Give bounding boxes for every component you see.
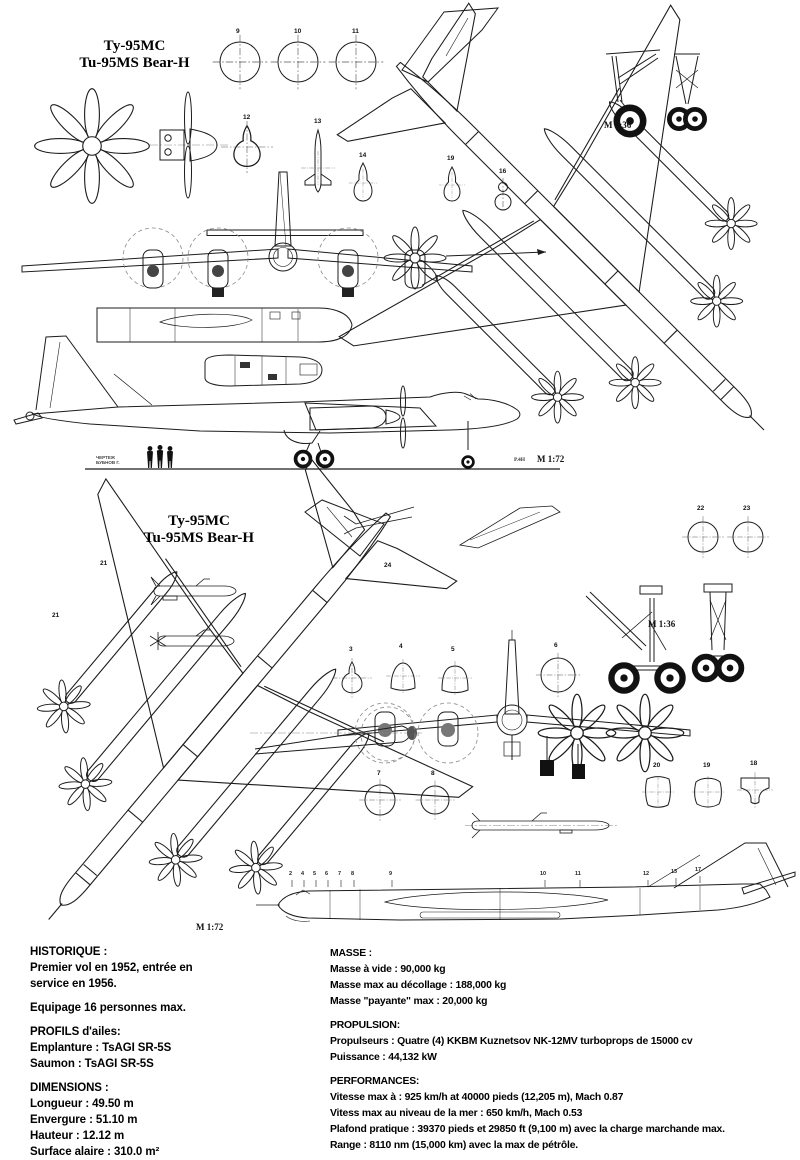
cross-sections-bottom-low bbox=[642, 772, 773, 808]
section-marker: 9 bbox=[236, 28, 240, 35]
scale-label-plan-bottom: M 1:72 bbox=[196, 922, 224, 932]
front-view-bottom bbox=[338, 630, 690, 779]
spec-line: Premier vol en 1952, entrée en bbox=[30, 962, 193, 974]
spec-line: Propulseurs : Quatre (4) KKBM Kuznetsov NK-12MV turboprops de 15000 cv bbox=[330, 1036, 693, 1047]
spec-line: Masse à vide : 90,000 kg bbox=[330, 964, 446, 975]
title-bottom bbox=[120, 513, 278, 547]
spec-line: Masse "payante" max : 20,000 kg bbox=[330, 996, 488, 1007]
cross-sections-bottom-upper bbox=[682, 516, 769, 558]
title-top bbox=[62, 38, 207, 72]
spacer bbox=[30, 1072, 320, 1080]
specs-right-column bbox=[330, 946, 795, 1154]
station-tick: 7 bbox=[338, 871, 342, 877]
station-tick: 13 bbox=[671, 869, 678, 875]
main-gear-detail bbox=[586, 584, 741, 691]
spec-line: Plafond pratique : 39370 pieds et 29850 ft (9,100 m) avec la charge marchande max. bbox=[330, 1124, 725, 1135]
scale-label-main-gear: M 1:36 bbox=[648, 619, 676, 629]
spacer bbox=[30, 992, 320, 1000]
specs-left-column bbox=[30, 944, 320, 1160]
station-tick: 17 bbox=[695, 867, 702, 873]
station-tick: 5 bbox=[313, 871, 317, 877]
spec-line: Vitesse max à : 925 km/h at 40000 pieds (12,205 m), Mach 0.87 bbox=[330, 1092, 624, 1103]
front-view-top bbox=[22, 172, 546, 297]
section-marker: 3 bbox=[349, 646, 353, 653]
section-marker: 14 bbox=[359, 152, 367, 159]
spec-line: Envergure : 51.10 m bbox=[30, 1114, 138, 1126]
historique-heading: HISTORIQUE : bbox=[30, 946, 108, 958]
section-marker: 19 bbox=[703, 762, 711, 769]
section-marker: 21 bbox=[100, 560, 108, 567]
fuselage-detail-strip bbox=[97, 308, 352, 342]
section-marker: 23 bbox=[743, 505, 751, 512]
section-marker: 8 bbox=[431, 770, 435, 777]
credit-line1: ЧЕРТЕЖ bbox=[96, 455, 115, 460]
section-marker: 20 bbox=[653, 762, 661, 769]
station-tick: 10 bbox=[540, 871, 547, 877]
side-view-bottom bbox=[256, 843, 795, 921]
crew-line: Equipage 16 personnes max. bbox=[30, 1002, 186, 1014]
missile-bottom-view bbox=[465, 813, 618, 838]
section-marker: 19 bbox=[447, 155, 455, 162]
spec-line: Puissance : 44,132 kW bbox=[330, 1052, 437, 1063]
title-bottom-ru: Ту-95МС bbox=[168, 513, 230, 529]
section-marker: 22 bbox=[697, 505, 705, 512]
missile-side-view bbox=[151, 577, 236, 605]
store-16 bbox=[495, 178, 511, 212]
station-tick: 11 bbox=[575, 871, 581, 877]
spacer bbox=[30, 1016, 320, 1024]
section-marker: 6 bbox=[554, 642, 558, 649]
spec-line: Surface alaire : 310.0 m² bbox=[30, 1146, 160, 1158]
propeller-side-view bbox=[150, 92, 228, 198]
spacer bbox=[330, 1010, 795, 1018]
nacelle-detail bbox=[205, 355, 322, 386]
section-marker: 11 bbox=[352, 28, 359, 35]
propeller-front-view bbox=[35, 89, 150, 204]
profils-heading: PROFILS d'ailes: bbox=[30, 1026, 121, 1038]
side-view-note: Р.4Н bbox=[514, 457, 526, 463]
section-marker: 4 bbox=[399, 643, 403, 650]
wing-leading-edge-detail bbox=[250, 707, 422, 761]
spec-line: Masse max au décollage : 188,000 kg bbox=[330, 980, 507, 991]
station-tick: 6 bbox=[325, 871, 329, 877]
spec-line: Vitess max au niveau de la mer : 650 km/h, Mach 0.53 bbox=[330, 1108, 583, 1119]
station-tick: 2 bbox=[289, 871, 293, 877]
title-top-ru: Ту-95МС bbox=[103, 38, 166, 54]
section-marker: 12 bbox=[243, 114, 251, 121]
bomb-14 bbox=[349, 163, 378, 201]
station-tick: 4 bbox=[301, 871, 305, 877]
spec-line: Saumon : TsAGI SR-5S bbox=[30, 1058, 154, 1070]
station-tick: 8 bbox=[351, 871, 355, 877]
masse-heading: MASSE : bbox=[330, 948, 372, 959]
performances-heading: PERFORMANCES: bbox=[330, 1076, 420, 1087]
section-marker: 24 bbox=[384, 562, 392, 569]
station-tick: 12 bbox=[643, 871, 650, 877]
spacer bbox=[330, 1066, 795, 1074]
station-tick: 9 bbox=[389, 871, 393, 877]
propulsion-heading: PROPULSION: bbox=[330, 1020, 400, 1031]
spec-line: Longueur : 49.50 m bbox=[30, 1098, 134, 1110]
section-marker: 16 bbox=[499, 168, 507, 175]
section-marker: 21 bbox=[52, 612, 60, 619]
section-marker: 10 bbox=[294, 28, 302, 35]
title-top-en: Tu-95MS Bear-H bbox=[79, 55, 190, 71]
spec-line: Emplanture : TsAGI SR-5S bbox=[30, 1042, 172, 1054]
title-bottom-en: Tu-95MS Bear-H bbox=[143, 530, 255, 546]
spec-line: Range : 8110 nm (15,000 km) avec la max de pétrôle. bbox=[330, 1140, 578, 1151]
plan-view-top-right bbox=[233, 0, 800, 596]
bomb-19 bbox=[439, 167, 465, 201]
scale-label-nose-gear: M 1:36 bbox=[604, 120, 632, 130]
tailplane-detail bbox=[460, 506, 560, 548]
scale-label-side-view: M 1:72 bbox=[537, 454, 565, 464]
section-marker: 7 bbox=[377, 770, 381, 777]
drawing-credit bbox=[96, 455, 120, 465]
credit-line2: БУБНОВ Г. bbox=[96, 460, 120, 465]
spec-line: Hauteur : 12.12 m bbox=[30, 1130, 125, 1142]
section-marker: 5 bbox=[451, 646, 455, 653]
side-view-top bbox=[14, 336, 560, 469]
section-marker: 13 bbox=[314, 118, 322, 125]
dimensions-heading: DIMENSIONS : bbox=[30, 1082, 109, 1094]
section-marker: 18 bbox=[750, 760, 758, 767]
spec-line: service en 1956. bbox=[30, 978, 117, 990]
finned-store-13 bbox=[301, 130, 335, 192]
